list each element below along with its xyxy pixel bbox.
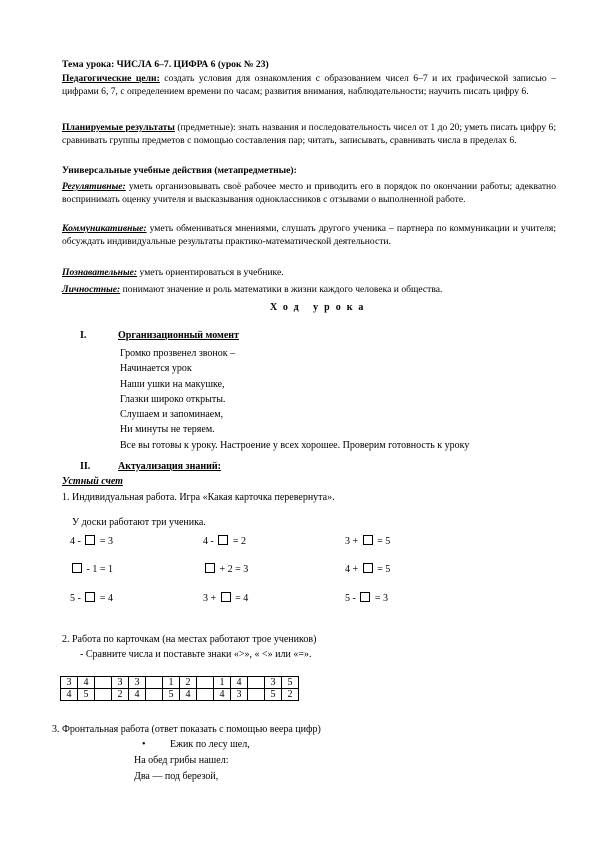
task2: 2. Работа по карточкам (на местах работают трое учеников): [62, 634, 317, 645]
section2-number: II.: [80, 461, 91, 472]
table-cell: [197, 689, 214, 701]
blank-box: [363, 563, 373, 573]
table-cell: 4: [214, 689, 231, 701]
poem-line: Глазки широко открыты.: [120, 393, 226, 405]
lesson-topic: Тема урока: ЧИСЛА 6–7. ЦИФРА 6 (урок № 23): [62, 59, 269, 70]
table-cell: [95, 677, 112, 689]
expression: 4 - = 3: [70, 536, 113, 547]
task3: 3. Фронтальная работа (ответ показать с помощью веера цифр): [52, 724, 321, 735]
table-cell: [146, 689, 163, 701]
board-note: У доски работают три ученика.: [72, 517, 206, 528]
table-cell: 4: [129, 689, 146, 701]
table-cell: 1: [163, 677, 180, 689]
blank-box: [72, 563, 82, 573]
expression: 5 - = 3: [345, 593, 388, 604]
blank-box: [85, 535, 95, 545]
poem-line: Слушаем и запоминаем,: [120, 409, 224, 421]
table-cell: 5: [163, 689, 180, 701]
task1: 1. Индивидуальная работа. Игра «Какая карточка перевернута».: [62, 492, 335, 503]
table-cell: 5: [265, 689, 282, 701]
table-cell: 3: [129, 677, 146, 689]
comm-text: уметь обмениваться мнениями, слушать другого ученика – партнера по коммуникации и учителя; обсуждать индивидуальные результаты практико-математической деятельности.: [62, 223, 556, 248]
table-cell: 4: [78, 677, 95, 689]
table-cell: [248, 689, 265, 701]
table-cell: 3: [61, 677, 78, 689]
results-label: Планируемые результаты: [62, 122, 175, 133]
bullet-icon: •: [142, 739, 146, 750]
communicative: [62, 222, 556, 248]
section1-number: I.: [80, 330, 87, 341]
poem: [120, 346, 469, 453]
task2-instruction: - Сравните числа и поставьте знаки «>», « <» или «=».: [80, 649, 312, 660]
table-row: [61, 689, 299, 701]
pedagogical-goals: [62, 72, 556, 98]
expression: + 2 = 3: [203, 563, 248, 575]
personal: [62, 283, 556, 296]
table-cell: 3: [265, 677, 282, 689]
table-cell: 2: [180, 677, 197, 689]
table-cell: [95, 689, 112, 701]
table-cell: [197, 677, 214, 689]
comm-label: Коммуникативные:: [62, 223, 147, 234]
goals-text: создать условия для ознакомления с образованием чисел 6–7 и их графической записью – цифрами 6, 7, с определением времени по часам; развития внимания, наблюдательности; научить писать цифру 6.: [62, 73, 556, 98]
expression: 3 + = 5: [345, 536, 391, 547]
regulative: [62, 180, 556, 206]
pers-label: Личностные:: [62, 284, 121, 295]
poem-line: Ни минуты не теряем.: [120, 424, 215, 436]
planned-results: [62, 121, 556, 147]
table-cell: 3: [231, 689, 248, 701]
expression: 4 + = 5: [345, 564, 391, 575]
reg-text: уметь организовывать своё рабочее место и приводить его в порядок по окончании работы; адекватно воспринимать оценку учителя и высказывания одноклассников с отзывами о выполненной работе.: [62, 181, 556, 206]
results-text: (предметные): знать названия и последовательность чисел от 1 до 20; уметь писать цифру 6; сравнивать группы предметов с помощью составления пар; читать, записывать, сравнивать числа в пределах 6.: [62, 122, 557, 147]
expression: 4 - = 2: [203, 536, 246, 547]
section1-title: Организационный момент: [118, 330, 239, 341]
poem-line: Начинается урок: [120, 363, 192, 375]
blank-box: [205, 563, 215, 573]
table-cell: 2: [112, 689, 129, 701]
blank-box: [363, 535, 373, 545]
pers-text: понимают значение и роль математики в жизни каждого человека и общества.: [120, 284, 443, 295]
blank-box: [218, 535, 228, 545]
expression: 3 + = 4: [203, 593, 249, 604]
blank-box: [85, 592, 95, 602]
lesson-title: Ход урока: [270, 302, 370, 313]
table-cell: [146, 677, 163, 689]
table-cell: 5: [78, 689, 95, 701]
table-cell: 3: [112, 677, 129, 689]
table-row: [61, 677, 299, 689]
poem2-line: На обед грибы нашел:: [134, 755, 229, 766]
cognitive: [62, 266, 556, 279]
expression: 5 - = 4: [70, 593, 113, 604]
table-cell: 2: [282, 689, 299, 701]
table-cell: [248, 677, 265, 689]
cards-table: [60, 676, 299, 701]
table-cell: 4: [61, 689, 78, 701]
table-cell: 4: [231, 677, 248, 689]
blank-box: [360, 592, 370, 602]
blank-box: [221, 592, 231, 602]
poem-line: Все вы готовы к уроку. Настроение у всех хорошее. Проверим готовность к уроку: [120, 439, 470, 451]
poem-line: Громко прозвенел звонок –: [120, 348, 236, 359]
poem2-line: Ежик по лесу шел,: [170, 739, 250, 750]
table-cell: 4: [180, 689, 197, 701]
oral-count-label: Устный счет: [62, 476, 123, 487]
poem2-line: Два — под березой,: [134, 771, 219, 782]
table-cell: 1: [214, 677, 231, 689]
reg-label: Регулятивные:: [62, 181, 126, 192]
uud-title: Универсальные учебные действия (метапредметные):: [62, 165, 297, 176]
cog-text: уметь ориентироваться в учебнике.: [137, 267, 284, 278]
section2-title: Актуализация знаний:: [118, 461, 221, 472]
poem-line: Наши ушки на макушке,: [120, 378, 225, 390]
cog-label: Познавательные:: [62, 267, 138, 278]
table-cell: 5: [282, 677, 299, 689]
expression: - 1 = 1: [70, 563, 113, 575]
goals-label: Педагогические цели:: [62, 73, 160, 84]
